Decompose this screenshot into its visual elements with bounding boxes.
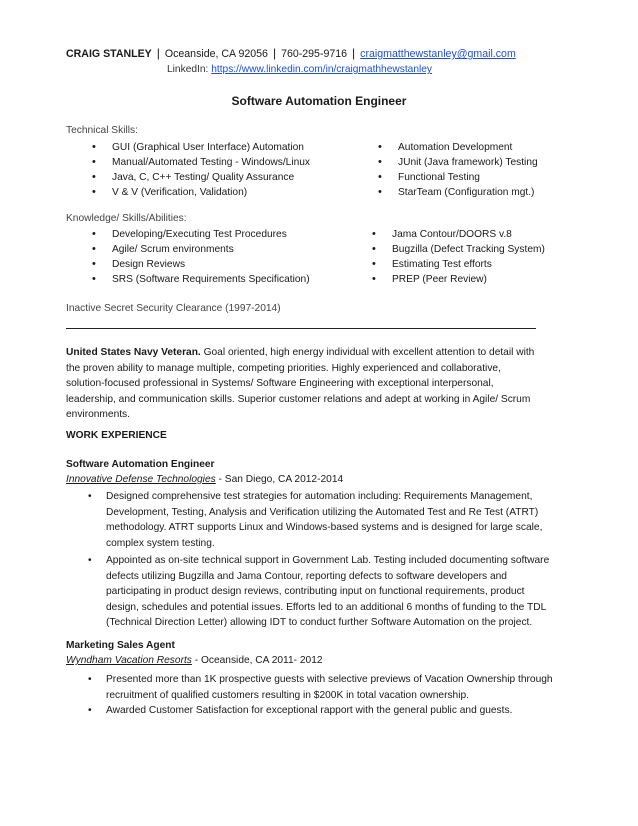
- company-name: Innovative Defense Technologies: [66, 474, 216, 485]
- bullet-icon: •: [88, 705, 92, 716]
- job-location-dates: - Oceanside, CA 2011- 2012: [191, 655, 323, 666]
- technical-skills-right-list: [378, 140, 538, 200]
- list-item: • Agile/ Scrum environments: [92, 242, 310, 257]
- bullet-icon: •: [88, 555, 92, 566]
- clearance-text: Inactive Secret Security Clearance (1997-2014): [66, 303, 281, 314]
- job-bullet: [88, 489, 554, 551]
- technical-skills-label: Technical Skills:: [66, 125, 138, 136]
- bullet-text: Presented more than 1K prospective guests with selective previews of Vacation Ownership through recruitment of qualified customers resulting in $200K in total vacation ownership.: [106, 674, 553, 701]
- summary-lead: United States Navy Veteran.: [66, 347, 201, 358]
- candidate-name: CRAIG STANLEY: [66, 48, 152, 60]
- job-bullet: [88, 703, 554, 719]
- list-item: • Java, C, C++ Testing/ Quality Assurance: [92, 170, 310, 185]
- list-item: • Developing/Executing Test Procedures: [92, 227, 310, 242]
- list-item: • SRS (Software Requirements Specification): [92, 272, 310, 287]
- separator: |: [272, 46, 277, 60]
- phone: 760-295-9716: [281, 48, 348, 60]
- job-company-line: [66, 474, 343, 485]
- summary-body: Goal oriented, high energy individual with excellent attention to detail with the proven ability to manage multiple, competing priorities. Highly experienced and collaborative, solution-focused professional in Systems/ Software Engineering with exceptional interpersonal, leadership, and communication skills. Superior customer relations and adept at working in Agile/ Scrum environments.: [66, 347, 535, 421]
- list-item: • Bugzilla (Defect Tracking System): [372, 242, 545, 257]
- bullet-text: Awarded Customer Satisfaction for exceptional rapport with the general public and guests.: [106, 705, 513, 716]
- job-title: Marketing Sales Agent: [66, 640, 175, 651]
- list-item: • PREP (Peer Review): [372, 272, 545, 287]
- technical-skills-left-list: [92, 140, 310, 200]
- linkedin-link[interactable]: https://www.linkedin.com/in/craigmathhewstanley: [211, 64, 433, 75]
- linkedin-line: [167, 64, 432, 75]
- job-location-dates: - San Diego, CA 2012-2014: [215, 474, 344, 485]
- knowledge-left-list: [92, 227, 310, 287]
- job-company-line: [66, 655, 323, 666]
- list-item: • Jama Contour/DOORS v.8: [372, 227, 545, 242]
- bullet-icon: •: [88, 674, 92, 685]
- bullet-text: Appointed as on-site technical support in Government Lab. Testing included documenting software defects utilizing Bugzilla and Jama Contour, reporting defects to software developers and participating in product design reviews, contributing input on functional requirements, product design, schedules and potential issues. Efforts led to an additional 6 months of funding to the TDL (Technical Direction Letter) allowing IDT to conduct further Software Automation on the project.: [106, 555, 550, 629]
- company-name: Wyndham Vacation Resorts: [66, 655, 192, 666]
- horizontal-divider: [66, 328, 536, 329]
- bullet-icon: •: [88, 491, 92, 502]
- list-item: • StarTeam (Configuration mgt.): [378, 185, 538, 200]
- knowledge-label: Knowledge/ Skills/Abilities:: [66, 213, 187, 224]
- list-item: • Estimating Test efforts: [372, 257, 545, 272]
- job-bullet: [88, 553, 554, 631]
- contact-header: [66, 46, 516, 60]
- list-item: • Functional Testing: [378, 170, 538, 185]
- location: Oceanside, CA 92056: [164, 48, 268, 60]
- summary-paragraph: [66, 345, 536, 423]
- list-item: • JUnit (Java framework) Testing: [378, 155, 538, 170]
- list-item: • GUI (Graphical User Interface) Automation: [92, 140, 310, 155]
- list-item: • Automation Development: [378, 140, 538, 155]
- job-bullet: [88, 672, 554, 703]
- linkedin-label: LinkedIn:: [167, 64, 209, 75]
- job-title: Software Automation Engineer: [66, 459, 215, 470]
- list-item: • V & V (Verification, Validation): [92, 185, 310, 200]
- resume-title: Software Automation Engineer: [231, 94, 407, 108]
- bullet-text: Designed comprehensive test strategies for automation including: Requirements Management, Development, Testing, Analysis and Verification utilizing the Automated Test and Re Test (ATRT) methodology. ATRT supports Linux and Windows-based systems and is designed for large scale, complex system testing.: [106, 491, 543, 549]
- separator: |: [352, 46, 356, 60]
- list-item: • Design Reviews: [92, 257, 310, 272]
- separator: |: [156, 46, 160, 60]
- knowledge-right-list: [372, 227, 545, 287]
- list-item: • Manual/Automated Testing - Windows/Linux: [92, 155, 310, 170]
- work-experience-heading: WORK EXPERIENCE: [66, 430, 167, 441]
- email-link[interactable]: craigmatthewstanley@gmail.com: [360, 48, 516, 60]
